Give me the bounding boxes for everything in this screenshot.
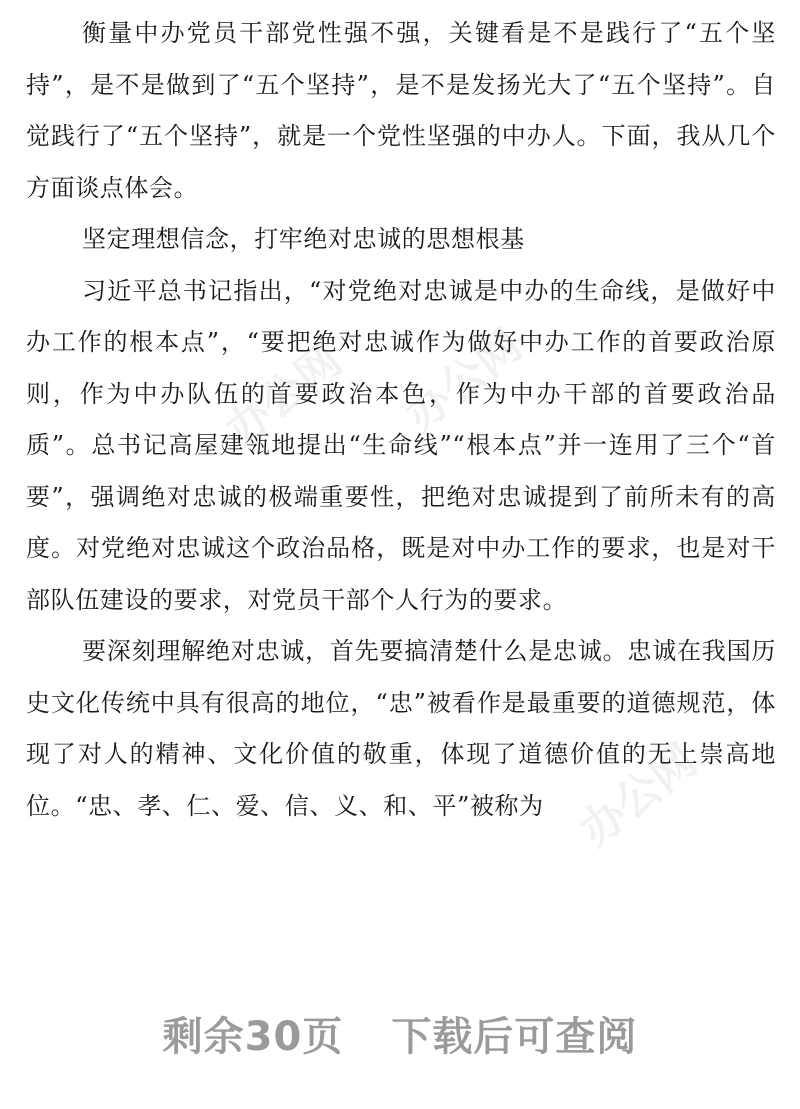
watermark-logo: 办公网	[396, 319, 532, 442]
remaining-pages-text: 剩余30页	[162, 1014, 344, 1060]
download-hint-text: 下载后可查阅	[391, 1014, 638, 1060]
watermark-logo: 办公网	[216, 334, 352, 457]
download-banner[interactable]	[0, 1005, 800, 1062]
section-heading: 坚定理想信念，打牢绝对忠诚的思想根基	[82, 225, 525, 253]
paragraph-quote: 习近平总书记指出，“对党绝对忠诚是中办的生命线，是做好中办工作的根本点”，“要把绝对忠诚作为做好中办工作的首要政治原则，作为中办队伍的首要政治本色，作为中办干部的首要政治品质”。总书记高屋建瓴地提出“生命线”“根本点”并一连用了三个“首要”，强调绝对忠诚的极端重要性，把绝对忠诚提到了前所未有的高度。对党绝对忠诚这个政治品格，既是对中办工作的要求，也是对干部队伍建设的要求，对党员干部个人行为的要求。	[26, 276, 776, 614]
document-body	[26, 8, 776, 832]
paragraph-intro: 衡量中办党员干部党性强不强，关键看是不是践行了“五个坚持”，是不是做到了“五个坚持”，是不是发扬光大了“五个坚持”。自觉践行了“五个坚持”，就是一个党性坚强的中办人。下面，我从几个方面谈点体会。	[26, 19, 776, 202]
watermark-logo: 办公网	[571, 734, 707, 857]
paragraph-loyalty: 要深刻理解绝对忠诚，首先要搞清楚什么是忠诚。忠诚在我国历史文化传统中具有很高的地位，“忠”被看作是最重要的道德规范，体现了对人的精神、文化价值的敬重，体现了道德价值的无上崇高地位。“忠、孝、仁、爱、信、义、和、平”被称为	[26, 637, 776, 820]
